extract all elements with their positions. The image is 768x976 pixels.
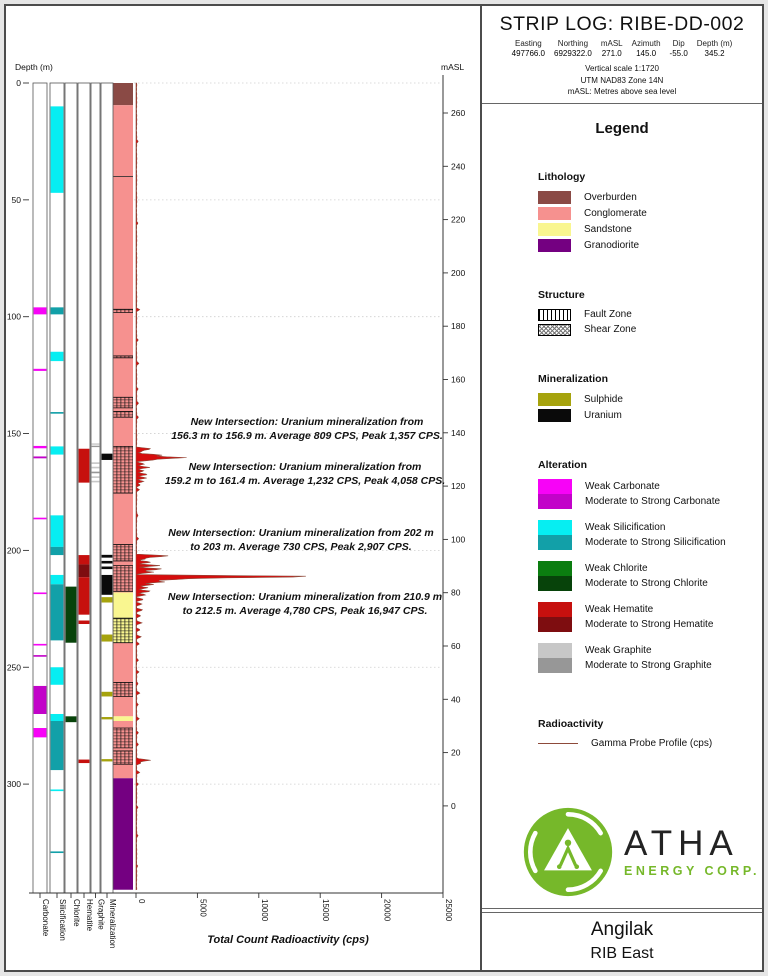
coordinate-label: Azimuth (631, 39, 661, 48)
weak-swatch (538, 643, 572, 658)
track-interval-strong (51, 584, 64, 640)
track-interval-weak (92, 481, 100, 483)
mineralization-sulphide-row (538, 393, 762, 406)
rad-axis-title: Total Count Radioactivity (cps) (207, 934, 369, 946)
legend-section-radioactivity (538, 718, 762, 749)
depth-tick-label: 0 (16, 78, 21, 88)
coordinate-label: Dip (672, 39, 685, 48)
track-interval-strong (34, 655, 47, 657)
weak-label: Weak Carbonate (585, 480, 660, 492)
mineralization-heading: Mineralization (538, 372, 609, 385)
column-label-carbonate: Carbonate (41, 899, 50, 937)
track-interval-weak (34, 592, 47, 594)
alteration-silicification-group (538, 520, 762, 550)
collar-coordinates (486, 39, 758, 58)
track-interval-weak (79, 760, 90, 764)
coordinate-value: 6929322.0 (554, 49, 592, 58)
annotation-line1: New Intersection: Uranium mineralization from (188, 461, 422, 473)
coordinate-label: Depth (m) (696, 39, 733, 48)
rad-tick-label: 10000 (259, 899, 269, 922)
track-interval-strong (34, 456, 47, 458)
masl-tick-label: 200 (451, 267, 466, 278)
legend-section-alteration (538, 459, 762, 684)
depth-tick-label: 100 (6, 311, 21, 322)
lithology-sandstone-swatch (538, 223, 571, 236)
track-mineralization (101, 83, 113, 893)
lithology-conglomerate-row (538, 207, 762, 220)
lithology-granodiorite-row (538, 239, 762, 252)
alteration-carbonate-swatch (538, 479, 572, 509)
fault-zone-band (113, 397, 133, 408)
fault-zone-band (113, 446, 133, 493)
weak-label: Weak Chlorite (585, 562, 648, 574)
track-box (78, 83, 90, 893)
alteration-silicification-swatch (538, 520, 572, 550)
track-interval-weak (51, 352, 64, 361)
lithology-heading: Lithology (538, 170, 586, 183)
lithology-conglomerate-label: Conglomerate (584, 207, 647, 219)
logo-subtitle: ENERGY CORP. (624, 864, 761, 878)
track-interval-sulphide (102, 717, 113, 719)
track-interval-uranium (102, 454, 113, 460)
lithology-interval-conglomerate (113, 643, 133, 717)
structure-fault-row (538, 309, 762, 321)
column-label-silicification: Silicification (58, 899, 67, 941)
alteration-chlorite-swatch (538, 561, 572, 591)
alteration-hematite-swatch (538, 602, 572, 632)
mineralization-sulphide-swatch (538, 393, 571, 406)
log-tracks (33, 83, 113, 893)
depth-tick-label: 50 (11, 194, 21, 205)
annotation-line2: to 203 m. Average 730 CPS, Peak 2,907 CPS. (190, 541, 412, 554)
masl-tick-label: 160 (451, 374, 466, 385)
track-interval-weak (51, 667, 64, 685)
column-label-hematite: Hematite (85, 899, 94, 932)
track-interval-weak (92, 476, 100, 478)
lithology-interval-overburden (113, 83, 133, 105)
track-interval-weak (79, 555, 90, 564)
mineralization-uranium-swatch (538, 409, 571, 422)
track-chlorite (65, 83, 77, 893)
annotation-line1: New Intersection: Uranium mineralization from 202 m (168, 527, 434, 539)
masl-tick-label: 180 (451, 321, 466, 332)
scale-note-line: UTM NAD83 Zone 14N (580, 75, 664, 85)
track-box (91, 83, 100, 893)
track-interval-strong (51, 307, 64, 314)
track-interval-strong (66, 587, 77, 643)
fault-zone-band (113, 618, 133, 643)
track-interval-weak (34, 369, 47, 371)
structure-heading: Structure (538, 288, 585, 301)
lithology-items (538, 191, 762, 252)
weak-label: Weak Silicification (585, 521, 666, 533)
strong-label: Moderate to Strong Chlorite (585, 577, 708, 589)
column-label-graphite: Graphite (96, 899, 106, 930)
track-box (101, 83, 113, 893)
masl-axis-title: mASL (441, 62, 465, 72)
coordinate-label: mASL (600, 39, 623, 48)
weak-swatch (538, 561, 572, 576)
track-interval-strong (51, 721, 64, 770)
fault-zone-band (113, 566, 133, 592)
collar-coordinate (670, 39, 688, 58)
track-silicification (50, 83, 64, 893)
track-interval-strong (51, 412, 64, 414)
track-interval-weak (51, 575, 64, 584)
collar-coordinate (512, 39, 545, 58)
atha-logo-text (624, 826, 760, 878)
track-interval-uranium (102, 561, 113, 564)
structure-shear-label: Shear Zone (584, 324, 637, 336)
masl-tick-label: 40 (451, 694, 461, 705)
mineralization-items (538, 393, 762, 422)
track-interval-weak (51, 515, 64, 547)
lithology-conglomerate-swatch (538, 207, 571, 220)
collar-coordinate (697, 39, 733, 58)
track-interval-sulphide (102, 692, 113, 697)
masl-tick-label: 120 (451, 481, 466, 492)
rad-tick-label: 20000 (382, 899, 392, 922)
coordinate-value: 497766.0 (511, 49, 546, 58)
masl-tick-label: 0 (451, 800, 456, 811)
lithology-sandstone-row (538, 223, 762, 236)
gamma-line-label: Gamma Probe Profile (cps) (591, 737, 713, 749)
intersection-annotation (150, 587, 461, 619)
track-interval-strong (51, 851, 64, 853)
weak-swatch (538, 520, 572, 535)
coordinate-value: -55.0 (669, 49, 688, 58)
depth-tick-label: 150 (6, 428, 21, 439)
lithology-granodiorite-label: Granodiorite (584, 239, 640, 251)
intersection-annotation (152, 415, 462, 444)
track-interval-strong (66, 716, 77, 722)
structure-shear-swatch (538, 324, 571, 336)
track-interval-weak (34, 644, 47, 646)
strong-label: Moderate to Strong Graphite (585, 659, 712, 671)
title-block (482, 912, 762, 970)
track-interval-strong (34, 686, 47, 714)
lithology-interval-sandstone (113, 716, 133, 721)
track-interval-uranium (102, 555, 113, 558)
strong-swatch (538, 535, 572, 550)
track-interval-strong (79, 564, 90, 577)
track-box (33, 83, 47, 893)
column-label-chlorite: Chlorite (72, 899, 81, 927)
rad-tick-label: 0 (137, 899, 146, 904)
masl-tick-label: 60 (451, 641, 461, 651)
lithology-interval-granodiorite (113, 778, 133, 889)
coordinate-value: 145.0 (636, 49, 657, 58)
lithology-overburden-row (538, 191, 762, 204)
masl-tick-label: 260 (451, 108, 466, 118)
structure-fault-swatch (538, 309, 571, 321)
track-interval-uranium (102, 567, 113, 570)
gamma-line-sample (538, 743, 578, 744)
annotation-line1: New Intersection: Uranium mineralization from 210.9 m (167, 591, 443, 603)
alteration-chlorite-labels (585, 561, 708, 591)
logo-name: ATHA (624, 824, 739, 863)
weak-swatch (538, 479, 572, 494)
depth-tick-label: 200 (6, 545, 21, 556)
legend-section-mineralization (538, 373, 762, 425)
track-interval-weak (51, 789, 64, 791)
coordinate-label: Easting (514, 39, 542, 48)
annotation-line2: 159.2 m to 161.4 m. Average 1,232 CPS, Peak 4,058 CPS. (164, 475, 446, 488)
lithology-sandstone-label: Sandstone (584, 223, 632, 235)
legend-title: Legend (595, 119, 649, 137)
track-hematite (78, 83, 90, 893)
strong-label: Moderate to Strong Carbonate (585, 495, 721, 507)
depth-tick-label: 250 (6, 662, 21, 673)
track-box (65, 83, 77, 893)
structure-items (538, 309, 762, 336)
masl-tick-label: 240 (451, 161, 466, 172)
masl-tick-label: 20 (451, 747, 461, 758)
structure-shear-row (538, 324, 762, 336)
track-interval-sulphide (102, 597, 113, 602)
track-interval-sulphide (102, 759, 113, 761)
track-interval-weak (51, 106, 64, 192)
track-interval-weak (34, 446, 47, 448)
collar-coordinate (632, 39, 661, 58)
intersection-annotation (150, 460, 460, 489)
track-carbonate (33, 83, 47, 893)
strong-swatch (538, 576, 572, 591)
structure-fault-label: Fault Zone (584, 309, 632, 321)
track-interval-weak (92, 467, 100, 469)
track-interval-weak (34, 518, 47, 520)
strong-swatch (538, 658, 572, 673)
lithology-overburden-swatch (538, 191, 571, 204)
track-interval-strong (92, 472, 100, 474)
fault-zone-band (113, 728, 133, 748)
radioactivity-heading: Radioactivity (538, 717, 604, 730)
alteration-heading: Alteration (538, 458, 588, 471)
alteration-carbonate-labels (585, 479, 720, 509)
alteration-graphite-group (538, 643, 762, 673)
rad-tick-label: 25000 (444, 899, 453, 922)
collar-coordinate (601, 39, 623, 58)
strong-label: Moderate to Strong Hematite (585, 618, 714, 630)
depth-axis-title: Depth (m) (15, 62, 53, 72)
masl-tick-label: 140 (451, 427, 466, 438)
alteration-graphite-labels (585, 643, 712, 673)
alteration-graphite-swatch (538, 643, 572, 673)
masl-tick-label: 220 (451, 214, 466, 225)
lithology-granodiorite-swatch (538, 239, 571, 252)
track-interval-weak (79, 577, 90, 614)
intersection-annotation (146, 526, 456, 555)
legend-section-lithology (538, 171, 762, 255)
alteration-items (538, 479, 762, 673)
column-label-mineralization: Mineralization (108, 899, 117, 949)
alteration-hematite-group (538, 602, 762, 632)
fault-zone-band (113, 545, 133, 561)
track-interval-weak (79, 621, 90, 625)
rad-tick-label: 15000 (321, 899, 331, 922)
fault-zone-band (113, 751, 133, 764)
track-interval-weak (51, 714, 64, 721)
page-title: STRIP LOG: RIBE-DD-002 (499, 13, 745, 35)
track-interval-weak (34, 728, 47, 737)
scale-note-line: mASL: Metres above sea level (567, 87, 677, 97)
fault-zone-band (113, 682, 133, 696)
track-interval-sulphide (102, 635, 113, 642)
annotation-line2: 156.3 m to 156.9 m. Average 809 CPS, Peak 1,357 CPS. (171, 430, 443, 443)
track-interval-uranium (102, 575, 113, 595)
masl-tick-label: 100 (451, 534, 466, 545)
coordinate-value: 345.2 (704, 49, 725, 58)
weak-label: Weak Graphite (585, 644, 652, 656)
fault-zone-band (113, 309, 133, 312)
coordinate-value: 271.0 (601, 49, 622, 58)
legend (482, 104, 762, 909)
company-logo (522, 806, 762, 898)
rad-tick-label: 5000 (198, 899, 208, 917)
legend-section-structure (538, 289, 762, 339)
track-interval-strong (92, 446, 100, 447)
strong-swatch (538, 617, 572, 632)
track-interval-strong (51, 547, 64, 555)
strong-swatch (538, 494, 572, 509)
mineralization-sulphide-label: Sulphide (584, 393, 623, 405)
track-interval-weak (92, 462, 100, 464)
lithology-interval-conglomerate (113, 105, 133, 592)
annotation-line1: New Intersection: Uranium mineralization from (190, 416, 424, 428)
fault-zone-band (113, 411, 133, 417)
alteration-hematite-labels (585, 602, 713, 632)
scale-note-line: Vertical scale 1:1720 (585, 64, 659, 73)
gamma-legend-row (538, 738, 762, 749)
track-interval-weak (34, 307, 47, 314)
collar-coordinate (554, 39, 592, 58)
legend-panel (480, 4, 764, 972)
alteration-silicification-labels (585, 520, 726, 550)
masl-tick-label: 80 (451, 587, 461, 598)
track-interval-weak (92, 443, 100, 444)
project-name: Angilak (590, 919, 654, 940)
weak-swatch (538, 602, 572, 617)
lithology-overburden-label: Overburden (584, 191, 637, 203)
alteration-carbonate-group (538, 479, 762, 509)
strong-label: Moderate to Strong Silicification (585, 536, 726, 548)
mineralization-uranium-row (538, 409, 762, 422)
annotation-line2: to 212.5 m. Average 4,780 CPS, Peak 16,947 CPS. (182, 605, 428, 618)
atha-logo-icon (522, 806, 614, 898)
track-interval-weak (79, 449, 90, 483)
track-graphite (91, 83, 100, 893)
track-box (50, 83, 64, 893)
depth-tick-label: 300 (6, 779, 21, 790)
area-name: RIB East (590, 945, 654, 962)
coordinate-label: Northing (557, 39, 589, 48)
mineralization-uranium-label: Uranium (584, 409, 622, 421)
alteration-chlorite-group (538, 561, 762, 591)
weak-label: Weak Hematite (585, 603, 654, 615)
track-interval-weak (51, 446, 64, 454)
log-header (482, 6, 762, 104)
scale-notes (486, 63, 758, 98)
